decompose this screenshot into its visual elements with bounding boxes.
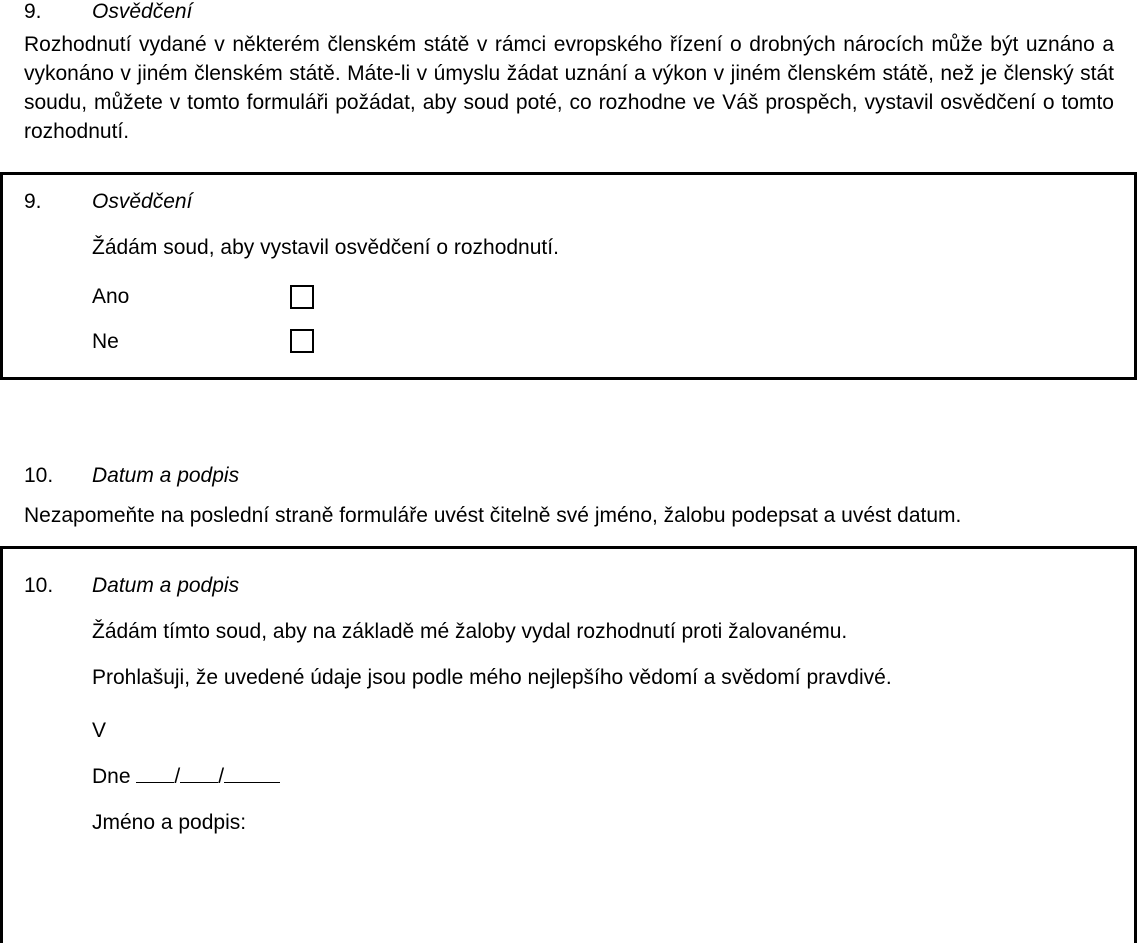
section10-box-title: Datum a podpis <box>92 574 240 597</box>
section9-title: Osvědčení <box>92 0 193 23</box>
date-line <box>92 764 280 789</box>
section9-box-title: Osvědčení <box>92 190 193 213</box>
section9-number: 9. <box>24 0 42 23</box>
section9-box-number: 9. <box>24 190 42 213</box>
section10-title: Datum a podpis <box>92 464 240 487</box>
no-checkbox[interactable] <box>290 329 314 353</box>
section10-box <box>0 546 1137 943</box>
option-yes-label: Ano <box>92 285 130 308</box>
place-label: V <box>92 719 107 742</box>
date-month-field[interactable] <box>180 764 218 783</box>
yes-checkbox[interactable] <box>290 285 314 309</box>
option-no-label: Ne <box>92 330 119 353</box>
name-signature-label: Jméno a podpis: <box>92 811 247 834</box>
decision-request-text: Žádám tímto soud, aby na základě mé žaloby vydal rozhodnutí proti žalovanému. <box>92 620 848 643</box>
date-label: Dne <box>92 765 131 788</box>
date-separator-1: / <box>174 765 181 788</box>
date-day-field[interactable] <box>136 764 174 783</box>
section10-info-text: Nezapomeňte na poslední straně formuláře uvést čitelně své jméno, žalobu podepsat a uvést datum. <box>24 504 962 527</box>
section10-number: 10. <box>24 464 54 487</box>
truth-declaration-text: Prohlašuji, že uvedené údaje jsou podle mého nejlepšího vědomí a svědomí pravdivé. <box>92 666 892 689</box>
section9-info-text: Rozhodnutí vydané v některém členském státě v rámci evropského řízení o drobných nárocích může být uznáno a vykonáno v jiném členském státě. Máte-li v úmyslu žádat uznání a výkon v jiném členském státě, než je členský stát soudu, můžete v tomto formuláři požádat, aby soud poté, co rozhodne ve Váš prospěch, vystavil osvědčení o tomto rozhodnutí. <box>24 33 1114 143</box>
section10-box-number: 10. <box>24 574 54 597</box>
certificate-request-text: Žádám soud, aby vystavil osvědčení o rozhodnutí. <box>92 236 559 259</box>
date-year-field[interactable] <box>224 764 280 783</box>
date-separator-2: / <box>218 765 225 788</box>
